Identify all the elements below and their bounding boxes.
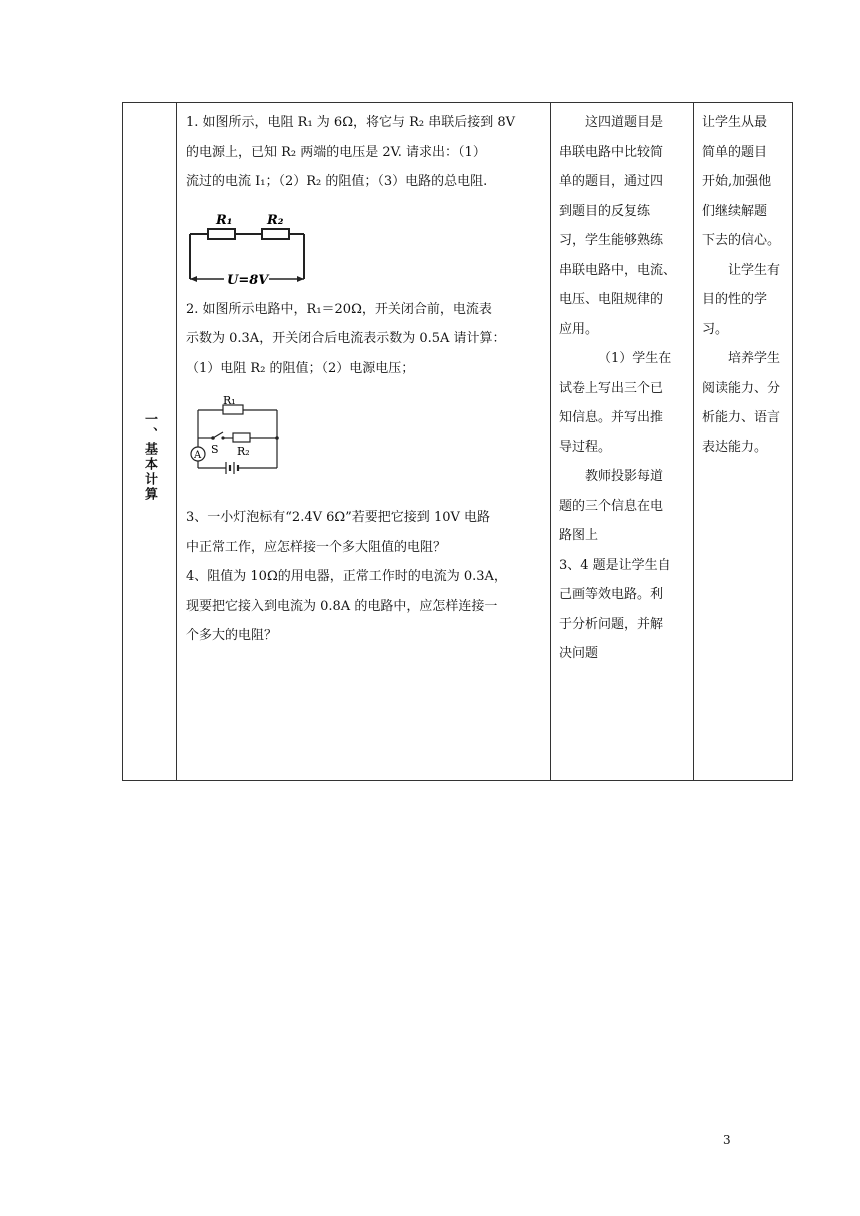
teacher-line: 3、4 题是让学生自 <box>559 557 671 573</box>
teacher-line: 题的三个信息在电 <box>559 498 664 514</box>
purpose-line: 表达能力。 <box>702 439 768 455</box>
problem-3-line: 3、一小灯泡标有“2.4V 6Ω”若要把它接到 10V 电路 <box>186 510 491 525</box>
column-divider <box>176 103 177 780</box>
purpose-line: 简单的题目 <box>702 144 768 160</box>
purpose-line: 阅读能力、分 <box>702 380 781 396</box>
purpose-line: 目的性的学 <box>702 292 768 307</box>
teacher-line: 试卷上写出三个已 <box>559 380 664 396</box>
r1-label: R₁ <box>216 212 233 228</box>
teacher-line: 习，学生能够熟练 <box>559 233 664 248</box>
problem-2-line: （1）电阻 R₂ 的阻值；（2）电源电压； <box>186 360 415 376</box>
purpose-line: 让学生从最 <box>702 115 768 130</box>
teacher-line: 到题目的反复练 <box>559 203 651 219</box>
teacher-line: 串联电路中比较简 <box>559 144 664 160</box>
teacher-line: 于分析问题，并解 <box>559 616 664 632</box>
problem-1-line: 1. 如图所示，电阻 R₁ 为 6Ω，将它与 R₂ 串联后接到 8V <box>186 115 516 130</box>
problem-2-line: 2. 如图所示电路中，R₁＝20Ω，开关闭合前，电流表 <box>186 301 492 317</box>
purpose-line: 培养学生 <box>728 351 781 366</box>
problem-1-line: 的电源上，已知 R₂ 两端的电压是 2V. 请求出：（1） <box>186 144 486 160</box>
teacher-line: 教师投影每道 <box>585 469 664 484</box>
purpose-line: 让学生有 <box>728 262 781 278</box>
problem-2-line: 示数为 0.3A，开关闭合后电流表示数为 0.5A 请计算： <box>186 331 506 346</box>
voltage-label: U=8V <box>227 272 269 288</box>
purpose-line: 下去的信心。 <box>702 233 781 248</box>
teacher-line: 知信息。并写出推 <box>559 410 664 425</box>
problems-cell <box>186 103 550 651</box>
purpose-line: 开始,加强他 <box>702 174 772 189</box>
r2-label: R₂ <box>267 212 284 228</box>
purpose-line: 析能力、语言 <box>702 410 781 425</box>
purpose-line: 们继续解题 <box>702 203 768 219</box>
page-number: 3 <box>723 1133 731 1147</box>
problem-4-line: 现要把它接入到电流为 0.8A 的电路中，应怎样连接一 <box>186 598 498 614</box>
column-divider <box>550 103 551 780</box>
teacher-line: 己画等效电路。利 <box>559 587 664 602</box>
problem-1-line: 流过的电流 I₁；（2）R₂ 的阻值；（3）电路的总电阻. <box>186 174 488 189</box>
series-circuit-figure <box>187 205 317 295</box>
teacher-line: （1）学生在 <box>598 351 672 366</box>
teacher-line: 路图上 <box>559 528 599 543</box>
problem-4-line: 个多大的电阻？ <box>186 628 278 643</box>
purpose-cell <box>702 103 788 462</box>
problem-3-line: 中正常工作，应怎样接一个多大阻值的电阻？ <box>186 539 447 555</box>
parallel-circuit-figure <box>188 395 298 495</box>
teacher-line: 串联电路中，电流、 <box>559 262 677 278</box>
lesson-table <box>122 102 793 781</box>
purpose-line: 习。 <box>702 321 729 337</box>
teacher-line: 决问题 <box>559 646 599 661</box>
teacher-line: 电压、电阻规律的 <box>559 292 664 307</box>
r2-label: R₂ <box>237 445 250 458</box>
problem-4-line: 4、阻值为 10Ω的用电器，正常工作时的电流为 0.3A， <box>186 569 507 584</box>
teacher-cell <box>559 103 689 669</box>
teacher-line: 导过程。 <box>559 439 612 455</box>
section-label: 一、基本计算 <box>142 411 157 502</box>
r1-label: R₁ <box>223 395 236 407</box>
teacher-line: 这四道题目是 <box>585 115 664 130</box>
switch-label: S <box>211 443 219 456</box>
ammeter-label: A <box>194 450 202 461</box>
teacher-line: 应用。 <box>559 321 599 337</box>
section-cell <box>123 103 176 780</box>
teacher-line: 单的题目，通过四 <box>559 174 664 189</box>
column-divider <box>693 103 694 780</box>
